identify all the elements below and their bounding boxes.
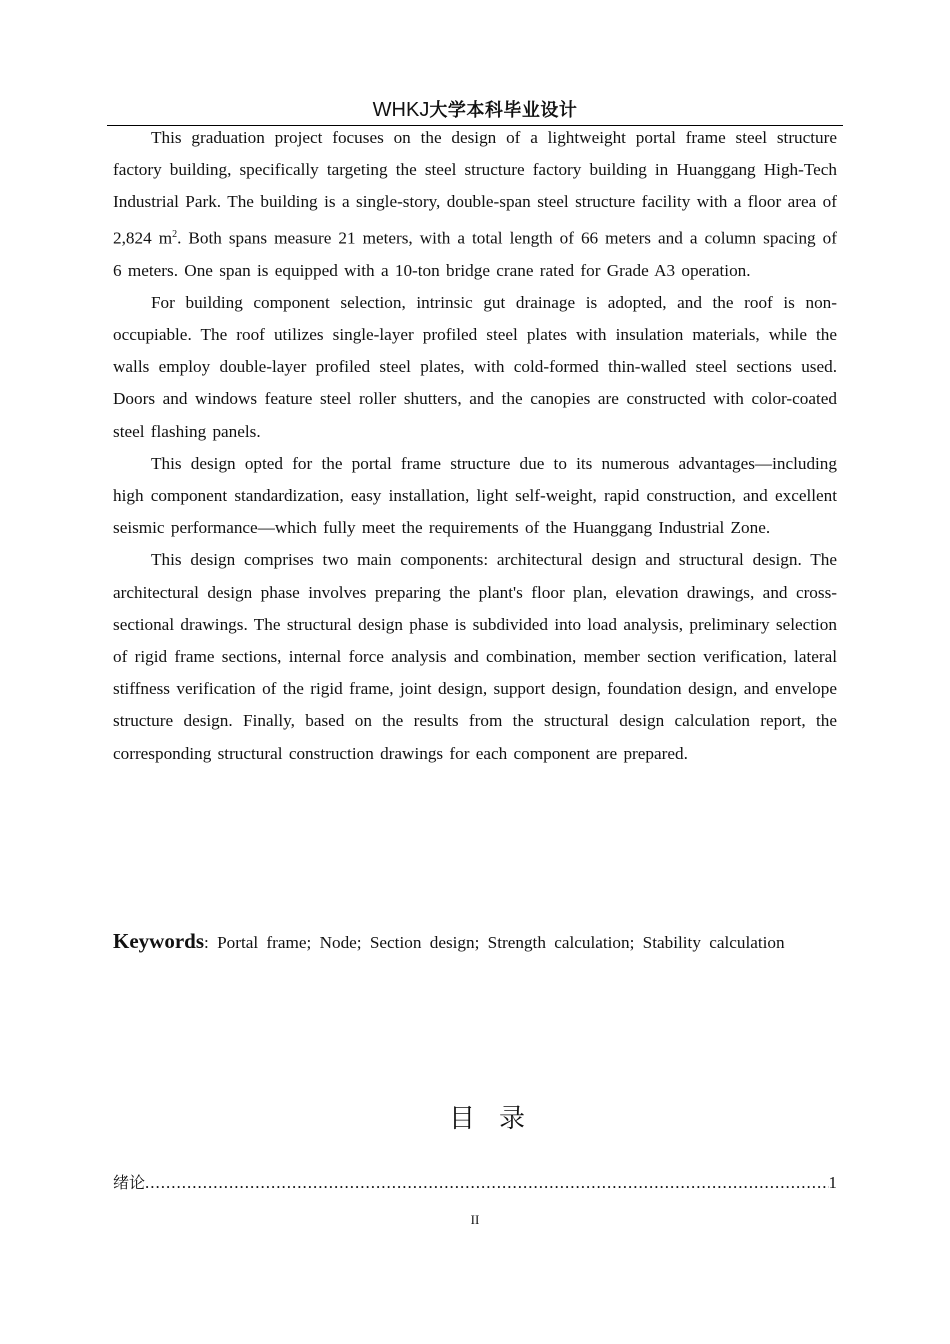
abstract-paragraph-2: For building component selection, intrinsic gut drainage is adopted, and the roof is non-occupiable. The roof utilizes single-layer profiled steel plates with insulation materials, while the walls employ double-layer profiled steel plates, with cold-formed thin-walled steel sections used. Doors and windows feature steel roller shutters, and the canopies are constructed with color-coated steel flashing panels. [113, 292, 837, 441]
abstract-p1-part-b: . Both spans measure 21 meters, with a total length of 66 meters and a column spacing of 6 meters. One span is equipped with a 10-ton bridge crane rated for Grade A3 operation. [113, 228, 837, 280]
toc-leader-dots [145, 1171, 828, 1195]
abstract-body [113, 122, 837, 770]
abstract-p1-part-a: This graduation project focuses on the design of a lightweight portal frame steel structure factory building, specifically targeting the steel structure factory building in Huanggang High-Tech Industrial Park. The building is a single-story, double-span steel structure facility with a floor area of 2,824 m [113, 128, 837, 248]
header-school-code: WHKJ [372, 99, 430, 121]
page-number: II [470, 1212, 480, 1227]
header-title: 大学本科毕业设计 [429, 100, 578, 121]
abstract-paragraph-3: This design opted for the portal frame structure due to its numerous advantages—including high component standardization, easy installation, light self-weight, rapid construction, and excellent seismic performance—which fully meet the requirements of the Huanggang Industrial Zone. [113, 453, 837, 538]
keywords-section [113, 926, 837, 958]
abstract-paragraph-1 [113, 122, 837, 287]
toc-entry-label: 绪论 [113, 1173, 146, 1192]
superscript-2: 2 [172, 228, 178, 240]
keywords-label: Keywords [113, 929, 204, 953]
keywords-text: : Portal frame; Node; Section design; Strength calculation; Stability calculation [204, 933, 785, 952]
toc-entry[interactable] [113, 1171, 837, 1195]
toc-entry-page: 1 [828, 1173, 837, 1192]
abstract-paragraph-4: This design comprises two main components: architectural design and structural design. The architectural design phase involves preparing the plant's floor plan, elevation drawings, and cross-sectional drawings. The structural design phase is subdivided into load analysis, preliminary selection of rigid frame sections, internal force analysis and combination, member section verification, lateral stiffness verification of the rigid frame, joint design, support design, foundation design, and envelope structure design. Finally, based on the results from the structural design calculation report, the corresponding structural construction drawings for each component are prepared. [113, 550, 837, 763]
toc-title: 目录 [448, 1104, 549, 1134]
